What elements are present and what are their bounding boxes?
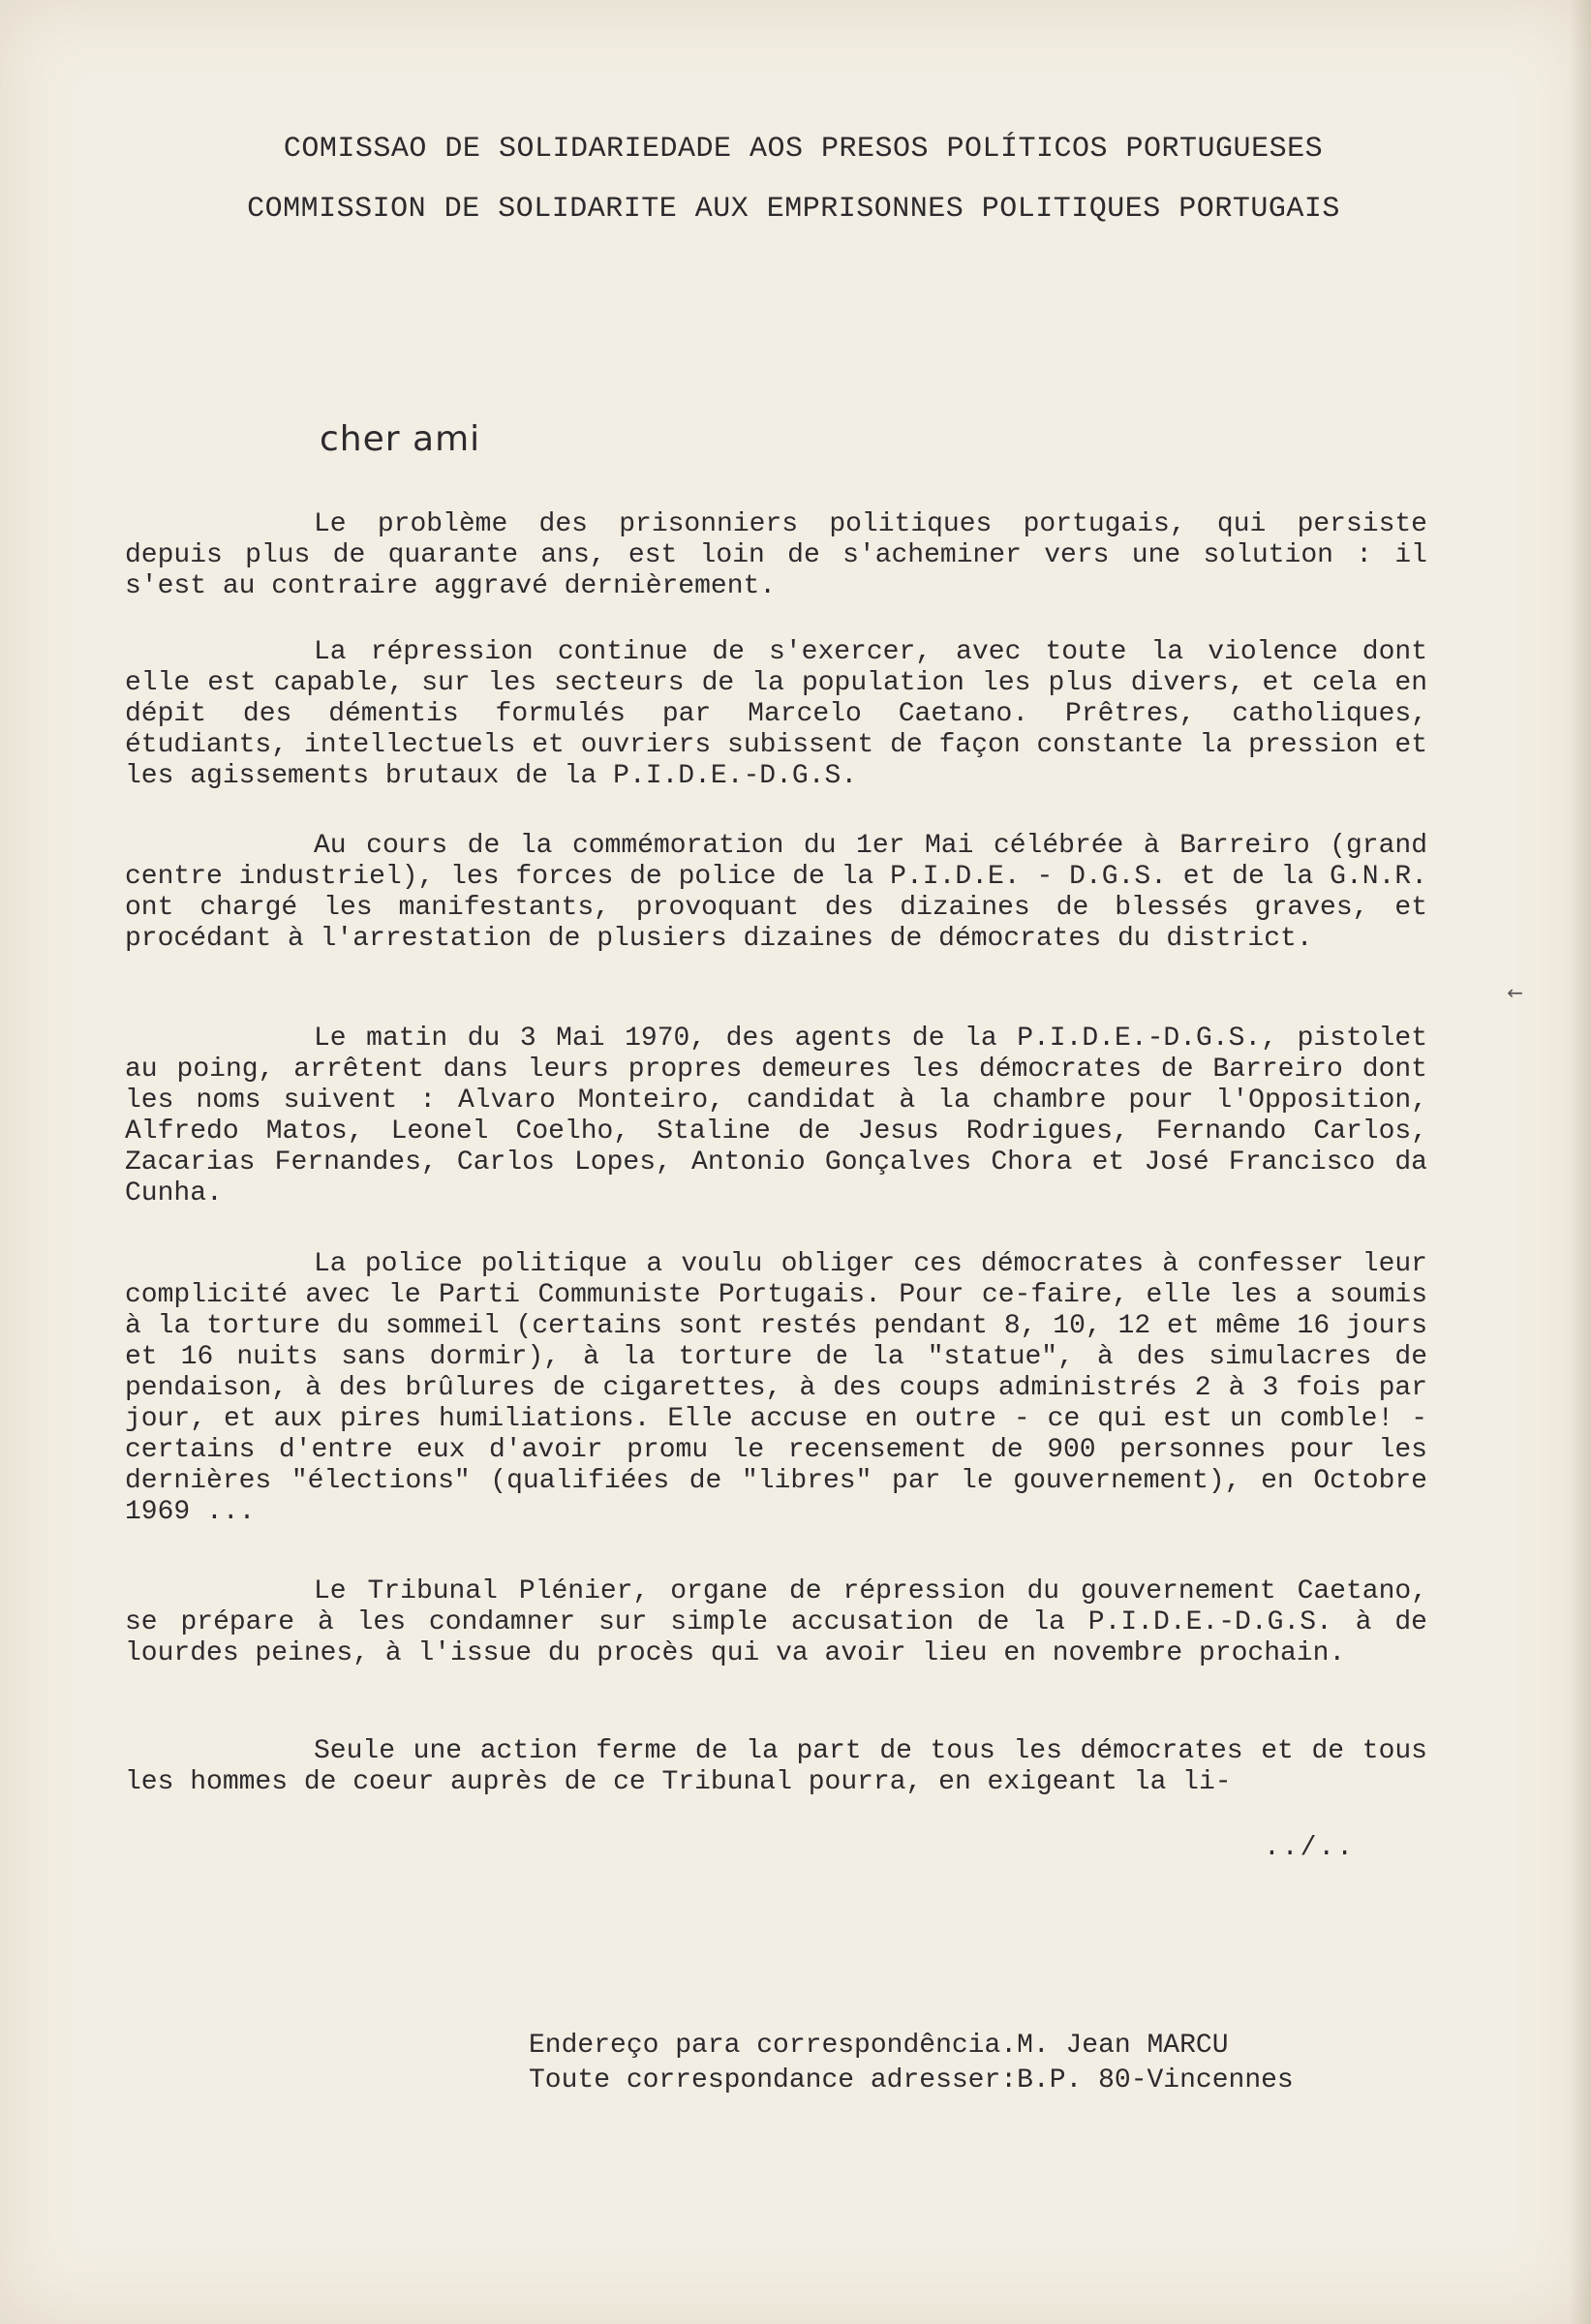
paragraph-4: Le matin du 3 Mai 1970, des agents de la P.I.D.E.-D.G.S., pistolet au poing, arrêtent dans leurs propres demeures les démocrates de Barreiro dont les noms suivent : Alvaro Monteiro, candidat à la chambre pour l'Opposition, Alfredo Matos, Leonel Coelho, Staline de Jesus Rodrigues, Fernando Carlos, Zacarias Fernandes, Carlos Lopes, Antonio Gonçalves Chora et José Francisco da Cunha. bbox=[125, 1024, 1427, 1208]
paragraph-3: Au cours de la commémoration du 1er Mai célébrée à Barreiro (grand centre industriel), les forces de police de la P.I.D.E. - D.G.S. et de la G.N.R. ont chargé les manifestants, provoquant des dizaines de blessés graves, et procédant à l'arrestation de plusiers dizaines de démocrates du district. bbox=[125, 831, 1427, 954]
paragraph-1: Le problème des prisonniers politiques portugais, qui persiste depuis plus de quarante ans, est loin de s'acheminer vers une solution : il s'est au contraire aggravé dernièrement. bbox=[125, 509, 1427, 601]
paragraph-6: Le Tribunal Plénier, organe de répression du gouvernement Caetano, se prépare à les condamner sur simple accusation de la P.I.D.E.-D.G.S. à de lourdes peines, à l'issue du procès qui va avoir lieu en novembre prochain. bbox=[125, 1576, 1427, 1668]
paragraph-2: La répression continue de s'exercer, avec toute la violence dont elle est capable, sur les secteurs de la population les plus divers, et cela en dépit des démentis formulés par Marcelo Caetano. Prêtres, catholiques, étudiants, intellectuels et ouvriers subissent de façon constante la pression et les agissements brutaux de la P.I.D.E.-D.G.S. bbox=[125, 637, 1427, 791]
salutation: cher ami bbox=[320, 419, 481, 459]
address-line-1: Endereço para correspondência.M. Jean MARCU bbox=[529, 2031, 1229, 2061]
header-portuguese: COMISSAO DE SOLIDARIEDADE AOS PRESOS POLÍTICOS PORTUGUESES bbox=[283, 133, 1324, 166]
paper-edge-shadow bbox=[1570, 0, 1591, 2324]
header-french: COMMISSION DE SOLIDARITE AUX EMPRISONNES POLITIQUES PORTUGAIS bbox=[247, 193, 1340, 226]
continued-mark: ../.. bbox=[1264, 1833, 1356, 1863]
correspondence-address bbox=[529, 2029, 1294, 2098]
paragraph-7: Seule une action ferme de la part de tous les démocrates et de tous les hommes de coeur auprès de ce Tribunal pourra, en exigeant la li- bbox=[125, 1736, 1427, 1797]
paragraph-5: La police politique a voulu obliger ces démocrates à confesser leur complicité avec le Parti Communiste Portugais. Pour ce-faire, elle les a soumis à la torture du sommeil (certains sont restés pendant 8, 10, 12 et même 16 jours et 16 nuits sans dormir), à la torture de la "statue", à des simulacres de pendaison, à des brûlures de cigarettes, à des coups administrés 2 à 3 fois par jour, et aux pires humiliations. Elle accuse en outre - ce qui est un comble! - certains d'entre eux d'avoir promu le recensement de 900 personnes pour les dernières "élections" (qualifiées de "libres" par le gouvernement), en Octobre 1969 ... bbox=[125, 1249, 1427, 1527]
margin-mark: ← bbox=[1507, 981, 1523, 1004]
address-line-2: Toute correspondance adresser:B.P. 80-Vincennes bbox=[529, 2065, 1294, 2095]
